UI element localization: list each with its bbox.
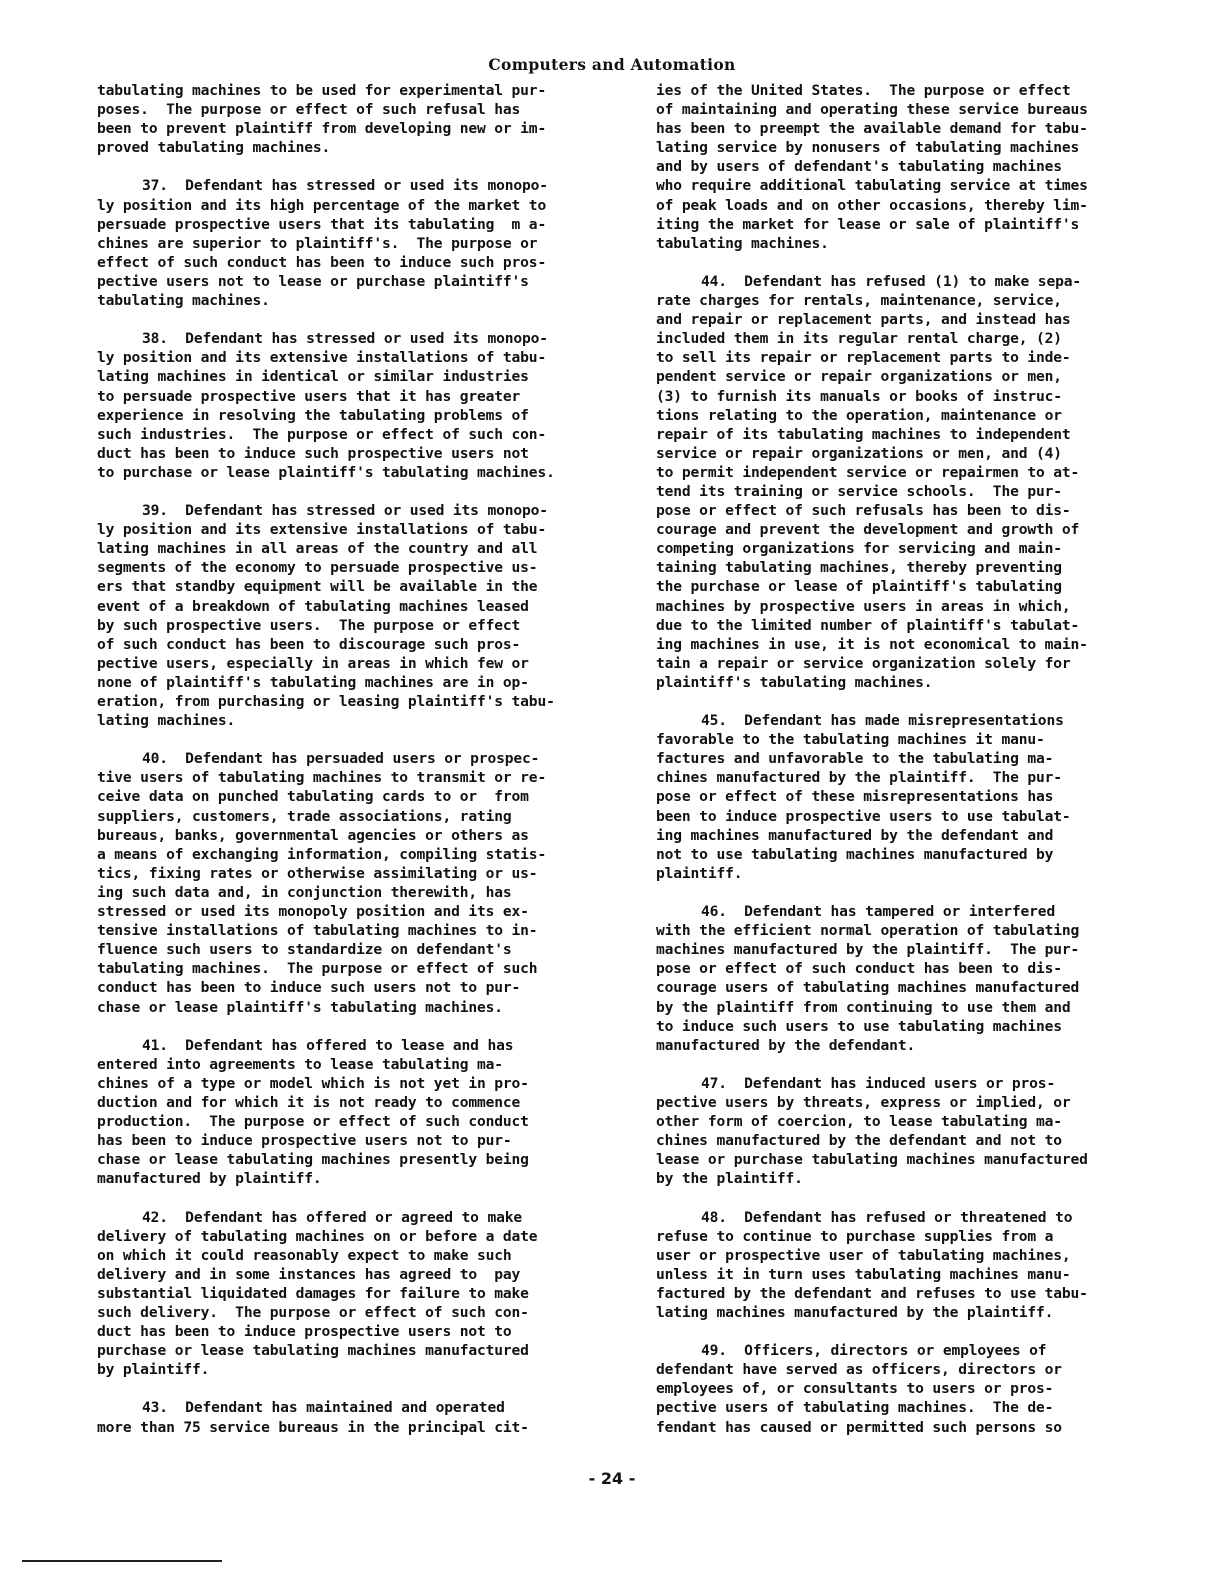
text-line: by the plaintiff.	[656, 1170, 803, 1188]
text-line: 43. Defendant has maintained and operated	[142, 1399, 505, 1417]
text-line: pective users by threats, express or implied, or	[656, 1093, 1071, 1111]
left-column	[97, 81, 607, 1456]
text-line: iting the market for lease or sale of plaintiff's	[656, 215, 1080, 233]
text-line: chines of a type or model which is not yet in pro-	[97, 1074, 529, 1092]
paragraph	[97, 81, 607, 157]
text-line: eration, from purchasing or leasing plaintiff's tabu-	[97, 693, 555, 710]
text-line: ing machines in use, it is not economical to main-	[656, 635, 1088, 653]
text-line: service or repair organizations or men, and (4)	[656, 444, 1062, 462]
text-line: 40. Defendant has persuaded users or prospec-	[142, 750, 540, 768]
paragraph	[656, 1074, 1136, 1189]
text-line: 45. Defendant has made misrepresentations	[701, 712, 1064, 730]
right-column	[656, 81, 1136, 1456]
text-line: substantial liquidated damages for failure to make	[97, 1284, 529, 1302]
text-line: stressed or used its monopoly position and its ex-	[97, 903, 529, 921]
paragraph	[656, 272, 1136, 692]
text-line: plaintiff.	[656, 864, 743, 882]
paragraph	[97, 1208, 607, 1380]
paragraph	[656, 81, 1136, 253]
text-line: unless it in turn uses tabulating machines manu-	[656, 1265, 1071, 1283]
text-line: 46. Defendant has tampered or interfered	[701, 903, 1056, 921]
paragraph	[656, 711, 1136, 883]
paragraph	[97, 176, 607, 310]
text-line: of maintaining and operating these service bureaus	[656, 101, 1088, 119]
text-line: chase or lease plaintiff's tabulating machines.	[97, 998, 503, 1016]
text-line: tive users of tabulating machines to transmit or re-	[97, 769, 547, 787]
paragraph	[656, 902, 1136, 1055]
text-line: to induce such users to use tabulating machines	[656, 1017, 1062, 1035]
text-line: has been to preempt the available demand for tabu-	[656, 120, 1088, 138]
text-line: 47. Defendant has induced users or pros-	[701, 1074, 1056, 1092]
text-line: 42. Defendant has offered or agreed to make	[142, 1208, 522, 1226]
text-line: chines manufactured by the plaintiff. The pur-	[656, 769, 1062, 787]
text-line: tions relating to the operation, maintenance or	[656, 406, 1062, 424]
text-line: duction and for which it is not ready to commence	[97, 1093, 521, 1111]
text-line: duct has been to induce prospective users not to	[97, 1323, 512, 1341]
text-line: refuse to continue to purchase supplies from a	[656, 1227, 1054, 1245]
text-line: repair of its tabulating machines to independent	[656, 425, 1071, 443]
text-line: 49. Officers, directors or employees of	[701, 1342, 1047, 1360]
text-line: ly position and its extensive installations of tabu-	[97, 521, 547, 539]
text-line: ceive data on punched tabulating cards to or from	[97, 788, 529, 806]
text-line: pective users of tabulating machines. The de-	[656, 1399, 1054, 1417]
text-line: tensive installations of tabulating machines to in-	[97, 922, 538, 940]
text-line: by such prospective users. The purpose or effect	[97, 616, 521, 634]
text-line: such delivery. The purpose or effect of such con-	[97, 1304, 529, 1321]
text-line: pective users, especially in areas in which few or	[97, 654, 529, 672]
text-line: lating machines in all areas of the country and all	[97, 540, 538, 558]
text-line: duct has been to induce such prospective users not	[97, 444, 529, 462]
text-line: pendent service or repair organizations or men,	[656, 368, 1062, 386]
text-line: not to use tabulating machines manufactured by	[656, 845, 1054, 863]
paragraph	[97, 1398, 607, 1436]
text-line: chines are superior to plaintiff's. The purpose or	[97, 234, 538, 252]
text-line: other form of coercion, to lease tabulating ma-	[656, 1113, 1062, 1131]
text-line: rate charges for rentals, maintenance, service,	[656, 292, 1062, 310]
paragraph	[97, 1036, 607, 1189]
paragraph	[656, 1208, 1136, 1323]
text-line: by plaintiff.	[97, 1361, 210, 1379]
text-line: by the plaintiff from continuing to use them and	[656, 998, 1071, 1016]
text-line: 37. Defendant has stressed or used its monopo-	[142, 177, 548, 195]
text-line: plaintiff's tabulating machines.	[656, 673, 933, 691]
paragraph	[97, 501, 607, 730]
text-line: tics, fixing rates or otherwise assimilating or us-	[97, 864, 538, 882]
text-line: a means of exchanging information, compiling statis-	[97, 845, 547, 863]
text-line: fluence such users to standardize on defendant's	[97, 941, 512, 959]
paragraph	[97, 749, 607, 1016]
text-line: competing organizations for servicing and main-	[656, 540, 1062, 558]
text-line: pose or effect of such refusals has been to dis-	[656, 502, 1071, 520]
page-number: - 24 -	[588, 1469, 636, 1488]
text-line: experience in resolving the tabulating problems of	[97, 406, 529, 424]
text-line: segments of the economy to persuade prospective us-	[97, 559, 538, 577]
text-line: such industries. The purpose or effect of such con-	[97, 425, 547, 443]
text-line: been to prevent plaintiff from developing new or im-	[97, 120, 547, 138]
text-line: lating service by nonusers of tabulating machines	[656, 139, 1080, 157]
text-line: machines by prospective users in areas in which,	[656, 597, 1071, 615]
text-line: delivery of tabulating machines on or before a date	[97, 1227, 538, 1245]
text-line: to purchase or lease plaintiff's tabulating machines.	[97, 463, 555, 481]
text-line: tabulating machines.	[656, 234, 829, 252]
text-line: employees of, or consultants to users or pros-	[656, 1380, 1054, 1398]
footer-rule	[22, 1560, 222, 1562]
text-line: the purchase or lease of plaintiff's tabulating	[656, 578, 1062, 596]
text-line: of peak loads and on other occasions, thereby lim-	[656, 196, 1088, 214]
text-line: to permit independent service or repairmen to at-	[656, 463, 1080, 481]
paragraph	[97, 329, 607, 482]
text-line: poses. The purpose or effect of such refusal has	[97, 101, 521, 119]
text-line: delivery and in some instances has agreed to pay	[97, 1265, 521, 1283]
text-line: pective users not to lease or purchase plaintiff's	[97, 272, 529, 290]
text-line: has been to induce prospective users not to pur-	[97, 1132, 512, 1150]
text-line: lating machines in identical or similar industries	[97, 368, 529, 386]
text-line: with the efficient normal operation of tabulating	[656, 922, 1080, 940]
text-line: lating machines.	[97, 712, 236, 730]
text-line: on which it could reasonably expect to make such	[97, 1246, 512, 1264]
text-line: of such conduct has been to discourage such pros-	[97, 635, 521, 653]
text-line: 48. Defendant has refused or threatened to	[701, 1208, 1073, 1226]
text-line: manufactured by the defendant.	[656, 1036, 916, 1054]
text-line: entered into agreements to lease tabulating ma-	[97, 1055, 503, 1073]
text-line: ers that standby equipment will be available in the	[97, 578, 538, 596]
text-line: machines manufactured by the plaintiff. The pur-	[656, 941, 1080, 959]
text-line: factured by the defendant and refuses to use tabu-	[656, 1284, 1088, 1302]
text-line: tabulating machines. The purpose or effect of such	[97, 960, 538, 978]
text-line: chines manufactured by the defendant and not to	[656, 1132, 1062, 1150]
text-line: suppliers, customers, trade associations, rating	[97, 807, 512, 825]
text-line: ing machines manufactured by the defendant and	[656, 826, 1054, 844]
text-line: tabulating machines.	[97, 292, 270, 310]
text-line: pose or effect of these misrepresentations has	[656, 788, 1054, 806]
text-line: pose or effect of such conduct has been to dis-	[656, 960, 1062, 978]
text-line: courage and prevent the development and growth of	[656, 521, 1080, 539]
text-line: ly position and its high percentage of the market to	[97, 196, 547, 214]
text-line: persuade prospective users that its tabulating m a-	[97, 215, 547, 233]
text-line: lease or purchase tabulating machines manufactured	[656, 1151, 1088, 1169]
text-line: none of plaintiff's tabulating machines are in op-	[97, 673, 529, 691]
text-line: tabulating machines to be used for experimental pur-	[97, 82, 547, 99]
text-line: 39. Defendant has stressed or used its monopo-	[142, 502, 548, 520]
text-line: lating machines manufactured by the plaintiff.	[656, 1304, 1054, 1321]
text-line: included them in its regular rental charge, (2)	[656, 330, 1062, 348]
text-line: favorable to the tabulating machines it manu-	[656, 731, 1045, 749]
text-line: effect of such conduct has been to induce such pros-	[97, 253, 547, 271]
text-line: taining tabulating machines, thereby preventing	[656, 559, 1062, 577]
text-line: and by users of defendant's tabulating machines	[656, 158, 1062, 176]
text-line: factures and unfavorable to the tabulating ma-	[656, 750, 1054, 768]
text-line: to persuade prospective users that it has greater	[97, 387, 521, 405]
text-line: ly position and its extensive installations of tabu-	[97, 349, 547, 367]
page-header: Computers and Automation	[488, 55, 736, 74]
text-line: tain a repair or service organization solely for	[656, 654, 1071, 672]
text-line: proved tabulating machines.	[97, 139, 331, 157]
text-line: ies of the United States. The purpose or effect	[656, 82, 1071, 99]
text-line: defendant have served as officers, directors or	[656, 1361, 1062, 1379]
text-line: bureaus, banks, governmental agencies or others as	[97, 826, 529, 844]
text-line: purchase or lease tabulating machines manufactured	[97, 1342, 529, 1360]
text-line: (3) to furnish its manuals or books of instruc-	[656, 387, 1062, 405]
text-line: conduct has been to induce such users not to pur-	[97, 979, 521, 997]
text-line: 44. Defendant has refused (1) to make sepa-	[701, 272, 1081, 290]
text-line: user or prospective user of tabulating machines,	[656, 1246, 1071, 1264]
text-line: who require additional tabulating service at times	[656, 177, 1088, 195]
text-line: tend its training or service schools. The pur-	[656, 482, 1062, 500]
text-line: 38. Defendant has stressed or used its monopo-	[142, 330, 548, 348]
text-line: and repair or replacement parts, and instead has	[656, 311, 1071, 329]
text-line: 41. Defendant has offered to lease and has	[142, 1036, 514, 1054]
text-line: due to the limited number of plaintiff's tabulat-	[656, 616, 1080, 634]
text-line: ing such data and, in conjunction therewith, has	[97, 883, 512, 901]
text-line: chase or lease tabulating machines presently being	[97, 1151, 529, 1169]
text-line: more than 75 service bureaus in the principal cit-	[97, 1418, 529, 1436]
paragraph	[656, 1341, 1136, 1436]
text-line: been to induce prospective users to use tabulat-	[656, 807, 1071, 825]
text-line: to sell its repair or replacement parts to inde-	[656, 349, 1071, 367]
text-line: manufactured by plaintiff.	[97, 1170, 322, 1188]
text-line: fendant has caused or permitted such persons so	[656, 1418, 1062, 1436]
text-line: event of a breakdown of tabulating machines leased	[97, 597, 529, 615]
text-line: production. The purpose or effect of such conduct	[97, 1113, 529, 1131]
text-line: courage users of tabulating machines manufactured	[656, 979, 1080, 997]
